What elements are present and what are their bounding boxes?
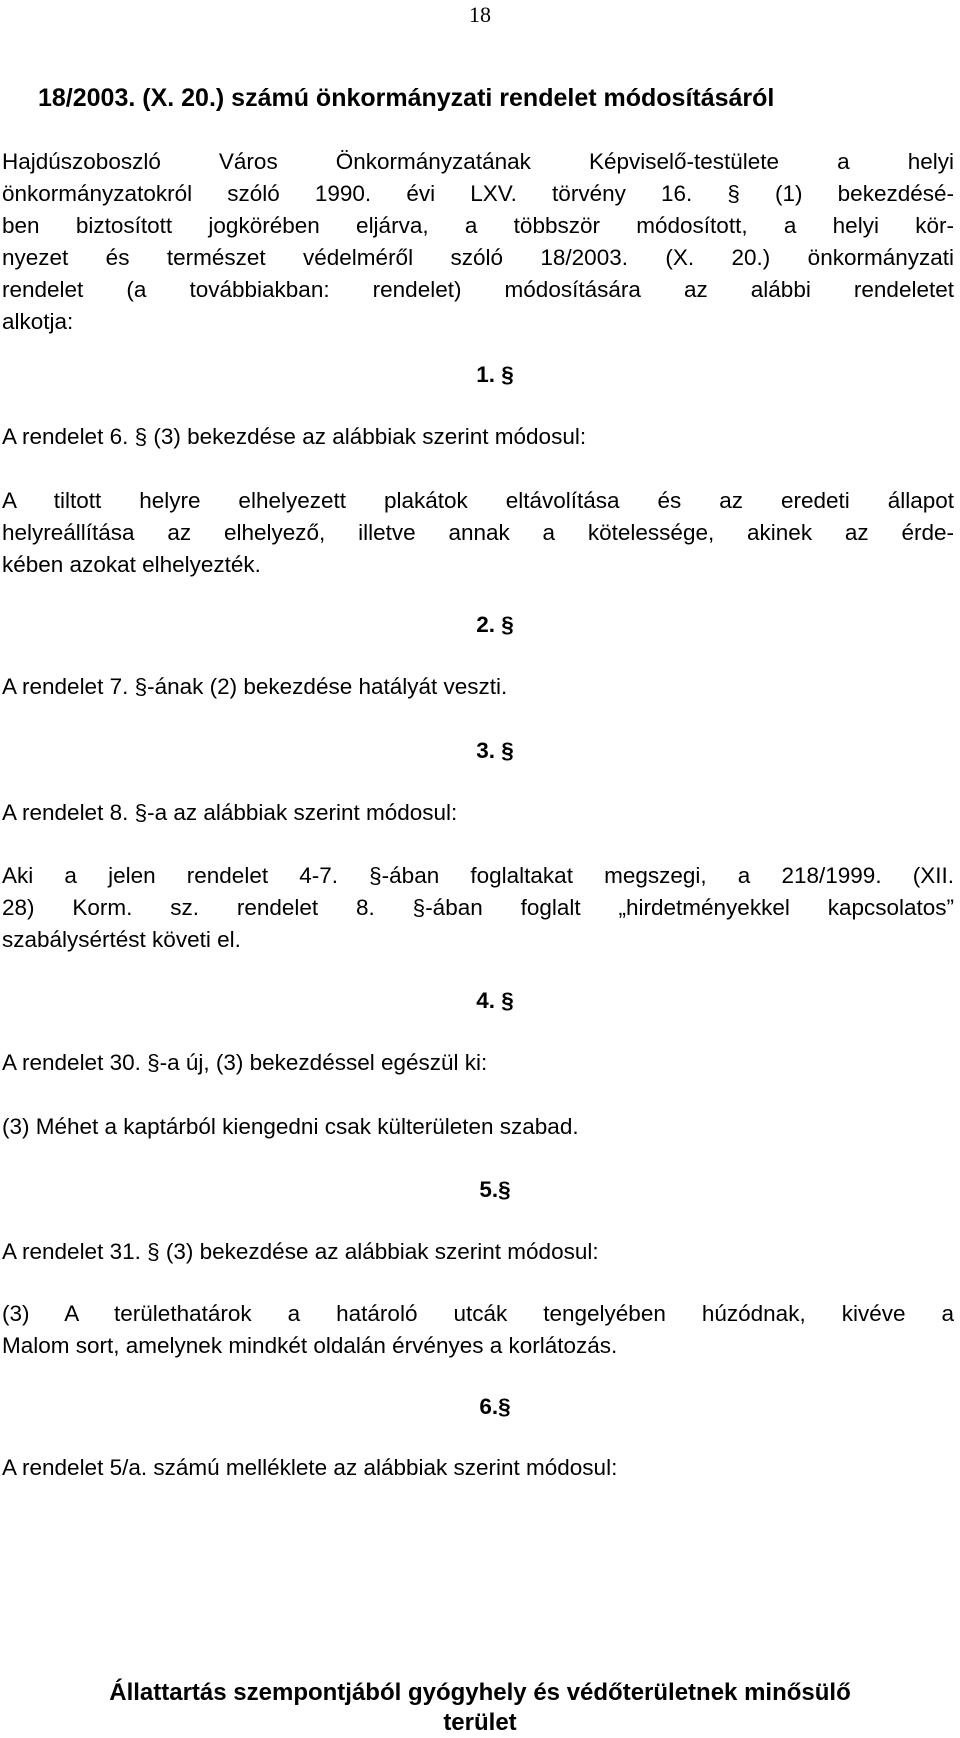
section-intro: A rendelet 7. §-ának (2) bekezdése hatályát veszti. (2, 674, 508, 699)
preamble (2, 146, 954, 338)
section-intro: A rendelet 30. §-a új, (3) bekezdéssel egészül ki: (2, 1050, 488, 1075)
section-3-intro (2, 797, 954, 829)
section-2-intro (2, 671, 954, 703)
section-1-heading: 1. § (476, 362, 514, 387)
section-intro: A rendelet 5/a. számú melléklete az alábbiak szerint módosul: (2, 1455, 618, 1480)
document-title: 18/2003. (X. 20.) számú önkormányzati rendelet módosításáról (38, 84, 775, 112)
preamble-line: alkotja: (2, 309, 74, 334)
preamble-line: rendelet (a továbbiakban: rendelet) módosítására az alábbi rendeletet (2, 277, 954, 302)
section-intro: A rendelet 31. § (3) bekezdése az alábbiak szerint módosul: (2, 1239, 599, 1264)
section-body-line: helyreállítása az elhelyező, illetve annak a kötelessége, akinek az érde- (2, 520, 954, 545)
annex-title-line: terület (443, 1709, 517, 1736)
section-body-line: 28) Korm. sz. rendelet 8. §-ában foglalt „hirdetményekkel kapcsolatos” (2, 895, 954, 920)
section-body-line: kében azokat elhelyezték. (2, 552, 261, 577)
section-4-intro (2, 1047, 954, 1079)
preamble-line: Hajdúszoboszló Város Önkormányzatának Képviselő-testülete a helyi (2, 149, 954, 174)
section-body-line: (3) A területhatárok a határoló utcák tengelyében húzódnak, kivéve a (2, 1301, 954, 1326)
section-3-body (2, 860, 954, 956)
section-6-heading: 6.§ (479, 1394, 511, 1419)
annex-title (0, 1678, 960, 1738)
preamble-line: nyezet és természet védelméről szóló 18/2003. (X. 20.) önkormányzati (2, 245, 954, 270)
section-5-intro (2, 1236, 954, 1268)
section-1-intro (2, 421, 954, 453)
section-5-body (2, 1298, 954, 1362)
preamble-line: ben biztosított jogkörében eljárva, a többször módosított, a helyi kör- (2, 213, 954, 238)
section-3-heading: 3. § (476, 738, 514, 763)
section-intro: A rendelet 6. § (3) bekezdése az alábbiak szerint módosul: (2, 424, 587, 449)
section-4-heading: 4. § (476, 988, 514, 1013)
section-4-body (2, 1111, 954, 1143)
page-number: 18 (469, 2, 491, 27)
section-1-body (2, 485, 954, 581)
section-intro: A rendelet 8. §-a az alábbiak szerint módosul: (2, 800, 458, 825)
section-body-line: Aki a jelen rendelet 4-7. §-ában foglaltakat megszegi, a 218/1999. (XII. (2, 863, 954, 888)
section-5-heading: 5.§ (479, 1177, 511, 1202)
section-6-intro (2, 1452, 954, 1484)
section-body-line: Malom sort, amelynek mindkét oldalán érvényes a korlátozás. (2, 1333, 618, 1358)
section-body-line: szabálysértést követi el. (2, 927, 241, 952)
section-body-line: A tiltott helyre elhelyezett plakátok eltávolítása és az eredeti állapot (2, 488, 954, 513)
preamble-line: önkormányzatokról szóló 1990. évi LXV. törvény 16. § (1) bekezdésé- (2, 181, 954, 206)
section-2-heading: 2. § (476, 612, 514, 637)
section-body-line: (3) Méhet a kaptárból kiengedni csak külterületen szabad. (2, 1114, 579, 1139)
annex-title-line: Állattartás szempontjából gyógyhely és védőterületnek minősülő (109, 1679, 851, 1706)
